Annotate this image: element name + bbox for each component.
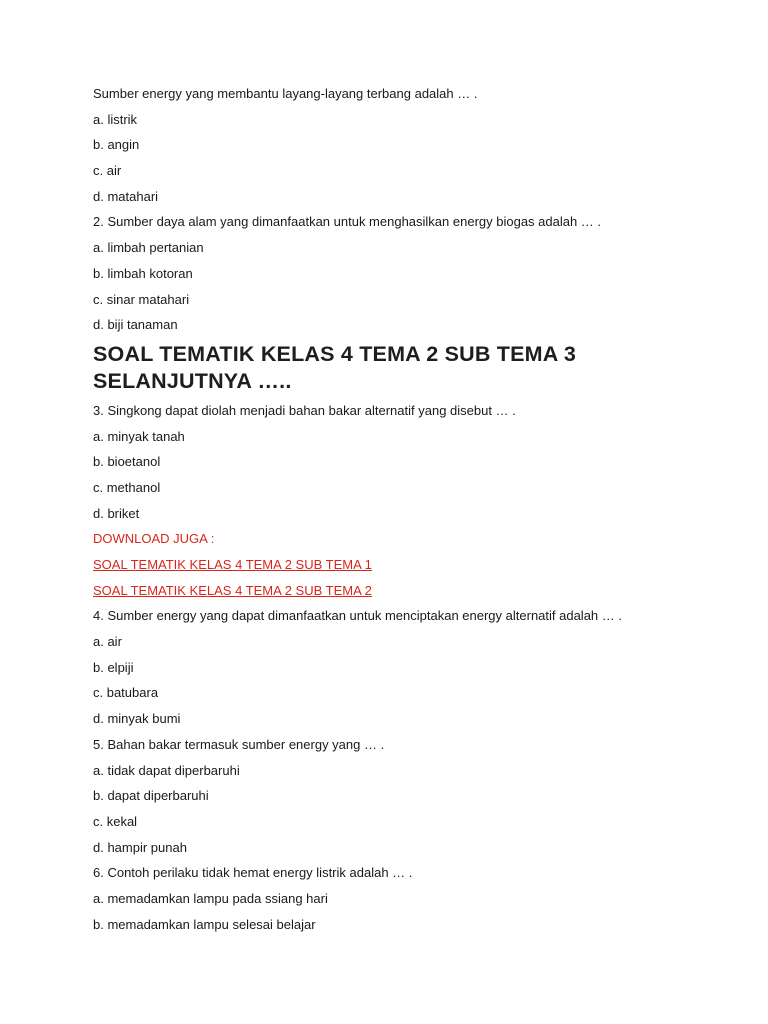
question-5-text: 5. Bahan bakar termasuk sumber energy yang … . (93, 736, 385, 752)
question-4-option-d: d. minyak bumi (93, 711, 181, 727)
question-2-option-a: a. limbah pertanian (93, 240, 204, 256)
question-4-option-a: a. air (93, 634, 122, 650)
question-1-option-c: c. air (93, 163, 122, 179)
question-3-option-a: a. minyak tanah (93, 428, 185, 444)
question-6-option-b: b. memadamkan lampu selesai belajar (93, 916, 316, 932)
document-page (93, 84, 733, 940)
question-5-option-b: b. dapat diperbaruhi (93, 788, 209, 804)
question-6-option-a: a. memadamkan lampu pada ssiang hari (93, 890, 328, 906)
section-heading-line-2: SELANJUTNYA ….. (93, 368, 292, 393)
download-link-sub-tema-1[interactable]: SOAL TEMATIK KELAS 4 TEMA 2 SUB TEMA 1 (93, 557, 372, 572)
question-5-option-a: a. tidak dapat diperbaruhi (93, 762, 240, 778)
download-link-sub-tema-2[interactable]: SOAL TEMATIK KELAS 4 TEMA 2 SUB TEMA 2 (93, 582, 372, 598)
download-label: DOWNLOAD JUGA : (93, 531, 215, 547)
question-4-option-b: b. elpiji (93, 659, 134, 675)
question-1-option-a: a. listrik (93, 111, 138, 127)
question-3-option-b: b. bioetanol (93, 454, 161, 470)
question-6-text: 6. Contoh perilaku tidak hemat energy listrik adalah … . (93, 865, 413, 881)
question-4-option-c: c. batubara (93, 685, 159, 701)
question-5-option-d: d. hampir punah (93, 839, 187, 855)
section-heading (93, 341, 733, 395)
question-1-text: Sumber energy yang membantu layang-layang terbang adalah … . (93, 86, 478, 101)
question-2-option-d: d. biji tanaman (93, 317, 178, 333)
question-1-option-d: d. matahari (93, 188, 159, 204)
question-2-option-b: b. limbah kotoran (93, 265, 193, 281)
question-2-option-c: c. sinar matahari (93, 291, 190, 307)
section-heading-line-1: SOAL TEMATIK KELAS 4 TEMA 2 SUB TEMA 3 (93, 341, 577, 366)
question-4-text: 4. Sumber energy yang dapat dimanfaatkan untuk menciptakan energy alternatif adalah … . (93, 608, 622, 624)
question-5-option-c: c. kekal (93, 813, 138, 829)
question-2-text: 2. Sumber daya alam yang dimanfaatkan untuk menghasilkan energy biogas adalah … . (93, 214, 602, 230)
question-3-option-c: c. methanol (93, 479, 161, 495)
question-1-option-b: b. angin (93, 137, 140, 153)
question-3-option-d: d. briket (93, 505, 140, 521)
question-3-text: 3. Singkong dapat diolah menjadi bahan bakar alternatif yang disebut … . (93, 402, 516, 418)
